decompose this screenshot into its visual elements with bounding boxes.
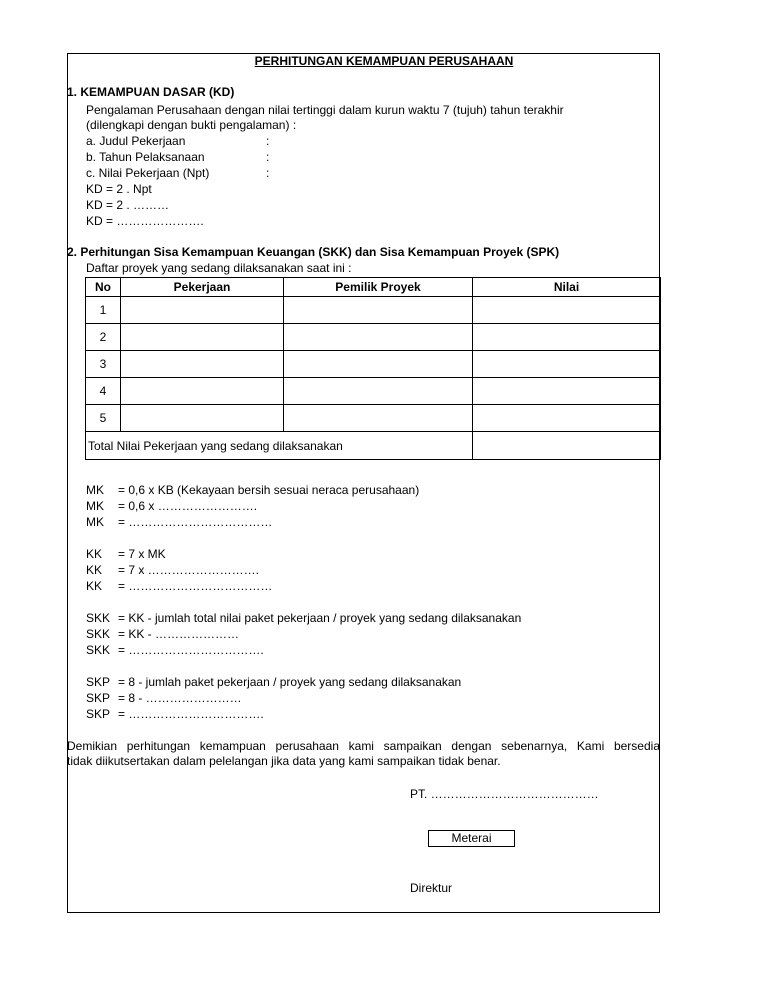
cell-pemilik[interactable] bbox=[284, 297, 473, 324]
formula-expr: = ……………………………… bbox=[118, 515, 273, 529]
table-row bbox=[86, 324, 661, 351]
formula-label: SKP bbox=[86, 675, 111, 689]
row-number: 5 bbox=[86, 405, 121, 432]
section1-heading: 1. KEMAMPUAN DASAR (KD) bbox=[67, 85, 235, 99]
section1-desc-line1: Pengalaman Perusahaan dengan nilai tertinggi dalam kurun waktu 7 (tujuh) tahun terakhir bbox=[86, 103, 564, 117]
kd-line-3: KD = …………………. bbox=[86, 214, 204, 228]
col-header-pemilik: Pemilik Proyek bbox=[284, 278, 473, 297]
formula-label: SKK bbox=[86, 627, 111, 641]
formula-label: KK bbox=[86, 579, 103, 593]
director-label: Direktur bbox=[410, 881, 453, 895]
cell-pekerjaan[interactable] bbox=[121, 351, 284, 378]
cell-pemilik[interactable] bbox=[284, 351, 473, 378]
formula-label: SKK bbox=[86, 611, 111, 625]
closing-line-1: Demikian perhitungan kemampuan perusahaan kami sampaikan dengan sebenarnya, Kami bersedia bbox=[67, 739, 660, 753]
formula-expr: = KK - ………………… bbox=[118, 627, 240, 641]
cell-pekerjaan[interactable] bbox=[121, 297, 284, 324]
formula-label: SKP bbox=[86, 691, 111, 705]
item-tahun-label: b. Tahun Pelaksanaan bbox=[86, 150, 205, 164]
table-header-row bbox=[86, 278, 661, 297]
formula-expr: = 8 - jumlah paket pekerjaan / proyek yang sedang dilaksanakan bbox=[118, 675, 462, 689]
formula-skk-3 bbox=[86, 643, 264, 657]
cell-pekerjaan[interactable] bbox=[121, 324, 284, 351]
formula-expr: = ……………………………… bbox=[118, 579, 273, 593]
formula-label: KK bbox=[86, 563, 103, 577]
total-label: Total Nilai Pekerjaan yang sedang dilaksanakan bbox=[86, 432, 473, 460]
formula-mk-1 bbox=[86, 483, 419, 497]
cell-pekerjaan[interactable] bbox=[121, 405, 284, 432]
kd-line-2: KD = 2 . ……… bbox=[86, 198, 170, 212]
closing-line-2: tidak diikutsertakan dalam pelelangan jika data yang kami sampaikan tidak benar. bbox=[67, 754, 501, 768]
cell-pemilik[interactable] bbox=[284, 324, 473, 351]
formula-expr: = ……………………………. bbox=[118, 643, 264, 657]
formula-mk-2 bbox=[86, 499, 257, 513]
table-row bbox=[86, 297, 661, 324]
table-row bbox=[86, 378, 661, 405]
col-header-no: No bbox=[86, 278, 121, 297]
col-header-nilai: Nilai bbox=[473, 278, 661, 297]
kd-line-1: KD = 2 . Npt bbox=[86, 182, 152, 196]
section1-desc-line2: (dilengkapi dengan bukti pengalaman) : bbox=[86, 118, 297, 132]
item-judul-colon: : bbox=[266, 134, 270, 148]
cell-pemilik[interactable] bbox=[284, 405, 473, 432]
meterai-box: Meterai bbox=[428, 830, 515, 847]
formula-skp-3 bbox=[86, 707, 264, 721]
row-number: 1 bbox=[86, 297, 121, 324]
formula-kk-1 bbox=[86, 547, 166, 561]
total-value-cell[interactable] bbox=[473, 432, 661, 460]
formula-skk-2 bbox=[86, 627, 239, 641]
table-total-row bbox=[86, 432, 661, 460]
formula-skp-1 bbox=[86, 675, 461, 689]
table-row bbox=[86, 351, 661, 378]
formula-label: MK bbox=[86, 483, 104, 497]
formula-expr: = ……………………………. bbox=[118, 707, 264, 721]
formula-expr: = KK - jumlah total nilai paket pekerjaan / proyek yang sedang dilaksanakan bbox=[118, 611, 522, 625]
formula-label: SKP bbox=[86, 707, 111, 721]
formula-expr: = 7 x MK bbox=[118, 547, 166, 561]
section2-heading: 2. Perhitungan Sisa Kemampuan Keuangan (SKK) dan Sisa Kemampuan Proyek (SPK) bbox=[67, 245, 560, 259]
row-number: 4 bbox=[86, 378, 121, 405]
cell-pekerjaan[interactable] bbox=[121, 378, 284, 405]
col-header-pekerjaan: Pekerjaan bbox=[121, 278, 284, 297]
row-number: 2 bbox=[86, 324, 121, 351]
formula-skp-2 bbox=[86, 691, 242, 705]
item-judul-label: a. Judul Pekerjaan bbox=[86, 134, 186, 148]
item-tahun-colon: : bbox=[266, 150, 270, 164]
formula-label: KK bbox=[86, 547, 103, 561]
item-nilai-label: c. Nilai Pekerjaan (Npt) bbox=[86, 166, 210, 180]
formula-expr: = 0,6 x KB (Kekayaan bersih sesuai neraca perusahaan) bbox=[118, 483, 420, 497]
cell-nilai[interactable] bbox=[473, 324, 661, 351]
cell-nilai[interactable] bbox=[473, 351, 661, 378]
formula-expr: = 8 - …………………… bbox=[118, 691, 242, 705]
row-number: 3 bbox=[86, 351, 121, 378]
formula-label: SKK bbox=[86, 643, 111, 657]
table-row bbox=[86, 405, 661, 432]
cell-pemilik[interactable] bbox=[284, 378, 473, 405]
formula-kk-2 bbox=[86, 563, 259, 577]
project-table bbox=[85, 277, 661, 460]
section2-subheading: Daftar proyek yang sedang dilaksanakan saat ini : bbox=[86, 261, 352, 275]
cell-nilai[interactable] bbox=[473, 378, 661, 405]
cell-nilai[interactable] bbox=[473, 297, 661, 324]
page-title: PERHITUNGAN KEMAMPUAN PERUSAHAAN bbox=[254, 54, 514, 68]
formula-expr: = 7 x ………………………. bbox=[118, 563, 260, 577]
formula-label: MK bbox=[86, 499, 104, 513]
formula-label: MK bbox=[86, 515, 104, 529]
item-nilai-colon: : bbox=[266, 166, 270, 180]
formula-skk-1 bbox=[86, 611, 521, 625]
cell-nilai[interactable] bbox=[473, 405, 661, 432]
company-name-line: PT. …………………………………… bbox=[410, 787, 599, 801]
formula-expr: = 0,6 x ……………………. bbox=[118, 499, 258, 513]
formula-kk-3 bbox=[86, 579, 272, 593]
formula-mk-3 bbox=[86, 515, 272, 529]
